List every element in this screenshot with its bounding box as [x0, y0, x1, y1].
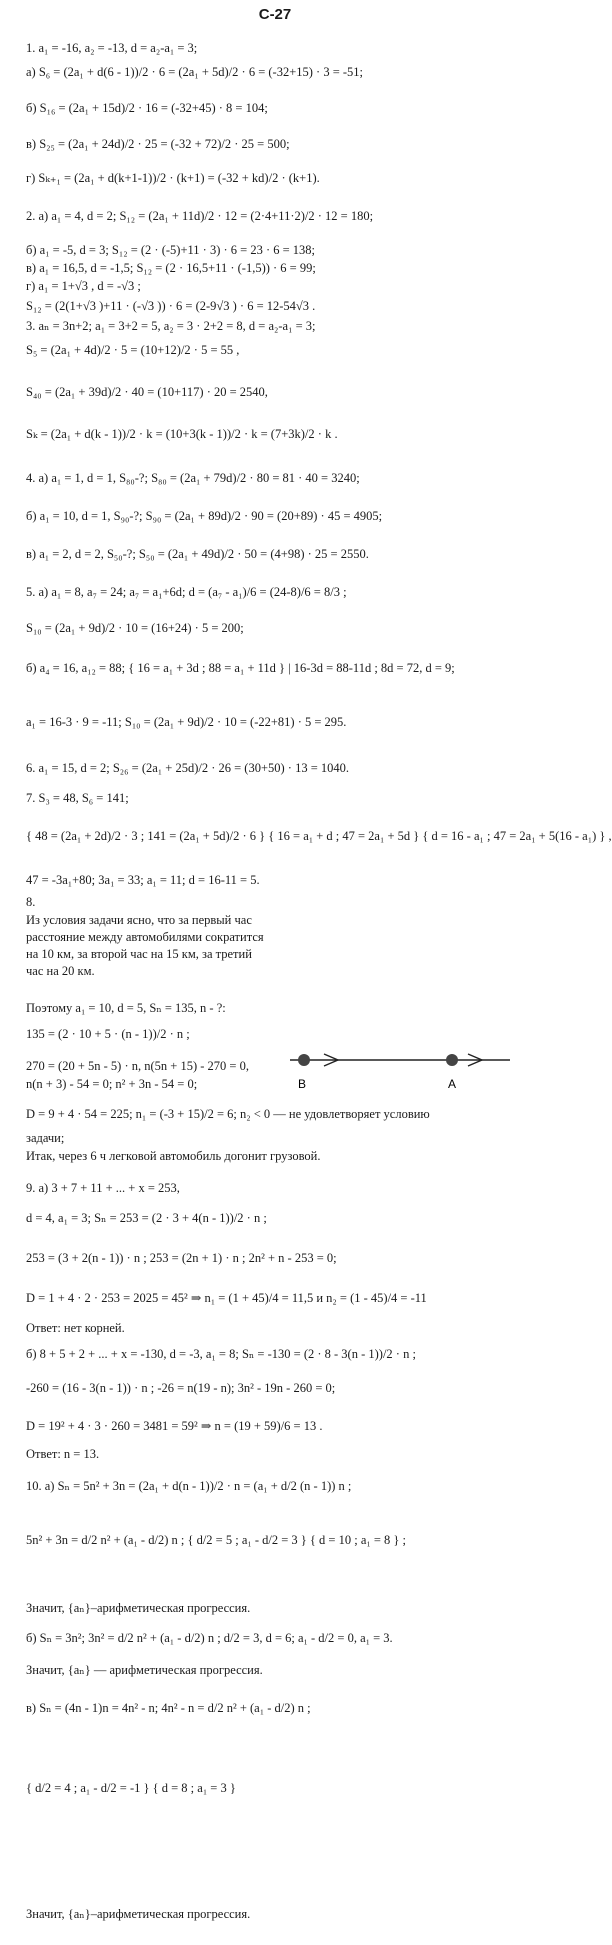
text-line: а) S₆ = (2a₁ + d(6 - 1))/2 · 6 = (2a₁ + 5d)/2 · 6 = (-32+15) · 3 = -51; — [26, 65, 363, 79]
text-line: Итак, через 6 ч легковой автомобиль догонит грузовой. — [26, 1149, 321, 1163]
text-line: Значит, {aₙ}–арифметическая прогрессия. — [26, 1601, 251, 1615]
text-line: d = 4, a₁ = 3; Sₙ = 253 = (2 · 3 + 4(n - 1))/2 · n ; — [26, 1211, 267, 1225]
text-line: 7. S₃ = 48, S₆ = 141; — [26, 791, 129, 805]
text-line: б) a₁ = -5, d = 3; S₁₂ = (2 · (-5)+11 · 3) · 6 = 23 · 6 = 138; — [26, 243, 316, 257]
text-line: { 48 = (2a₁ + 2d)/2 · 3 ; 141 = (2a₁ + 5d)/2 · 6 } { 16 = a₁ + d ; 47 = 2a₁ + 5d } { d = 16 - a₁ ; 47 = 2a₁ + 5(16 - a₁) } , — [26, 829, 612, 843]
text-line: S₅ = (2a₁ + 4d)/2 · 5 = (10+12)/2 · 5 = 55 , — [26, 343, 240, 357]
text-line: n(n + 3) - 54 = 0; n² + 3n - 54 = 0; — [26, 1077, 198, 1091]
text-line: б) Sₙ = 3n²; 3n² = d/2 n² + (a₁ - d/2) n ; d/2 = 3, d = 6; a₁ - d/2 = 0, a₁ = 3. — [26, 1631, 393, 1645]
text-line: б) S₁₆ = (2a₁ + 15d)/2 · 16 = (-32+45) · 8 = 104; — [26, 101, 268, 115]
text-line: Ответ: нет корней. — [26, 1321, 125, 1335]
text-line: 5. а) a₁ = 8, a₇ = 24; a₇ = a₁+6d; d = (a₇ - a₁)/6 = (24-8)/6 = 8/3 ; — [26, 585, 347, 599]
text-line: Ответ: n = 13. — [26, 1447, 100, 1461]
text-line: S₁₂ = (2(1+√3 )+11 · (-√3 )) · 6 = (2-9√3 ) · 6 = 12-54√3 . — [26, 299, 316, 313]
text-line: S₁₀ = (2a₁ + 9d)/2 · 10 = (16+24) · 5 = 200; — [26, 621, 244, 635]
text-line: г) a₁ = 1+√3 , d = -√3 ; — [26, 279, 141, 293]
text-line: г) Sₖ₊₁ = (2a₁ + d(k+1-1))/2 · (k+1) = (-32 + kd)/2 · (k+1). — [26, 171, 320, 185]
text-line: Поэтому a₁ = 10, d = 5, Sₙ = 135, n - ?: — [26, 1001, 226, 1015]
text-paragraph: Из условия задачи ясно, что за первый час расстояние между автомобилями сократится на 10 км, за второй час на 15 км, за третий час на 20 км. — [26, 913, 264, 978]
page-title: С-27 — [258, 6, 292, 23]
text-line: 6. a₁ = 15, d = 2; S₂₆ = (2a₁ + 25d)/2 · 26 = (30+50) · 13 = 1040. — [26, 761, 349, 775]
text-line: 2. а) a₁ = 4, d = 2; S₁₂ = (2a₁ + 11d)/2 · 12 = (2·4+11·2)/2 · 12 = 180; — [26, 209, 374, 223]
text-line: б) a₁ = 10, d = 1, S₉₀-?; S₉₀ = (2a₁ + 89d)/2 · 90 = (20+89) · 45 = 4905; — [26, 509, 383, 523]
text-line: { d/2 = 4 ; a₁ - d/2 = -1 } { d = 8 ; a₁ = 3 } — [26, 1781, 236, 1795]
text-line: 3. aₙ = 3n+2; a₁ = 3+2 = 5, a₂ = 3 · 2+2 = 8, d = a₂-a₁ = 3; — [26, 319, 316, 333]
text-line: задачи; — [26, 1131, 65, 1145]
text-line: D = 9 + 4 · 54 = 225; n₁ = (-3 + 15)/2 = 6; n₂ < 0 — не удовлетворяет условию — [26, 1107, 430, 1121]
text-line: -260 = (16 - 3(n - 1)) · n ; -26 = n(19 - n); 3n² - 19n - 260 = 0; — [26, 1381, 336, 1395]
text-line: 47 = -3a₁+80; 3a₁ = 33; a₁ = 11; d = 16-11 = 5. — [26, 873, 260, 887]
text-line: 10. а) Sₙ = 5n² + 3n = (2a₁ + d(n - 1))/2 · n = (a₁ + d/2 (n - 1)) n ; — [26, 1479, 352, 1493]
text-line: 135 = (2 · 10 + 5 · (n - 1))/2 · n ; — [26, 1027, 190, 1041]
text-line: S₄₀ = (2a₁ + 39d)/2 · 40 = (10+117) · 20 = 2540, — [26, 385, 268, 399]
label-b: B — [298, 1077, 307, 1091]
text-line: 1. a₁ = -16, a₂ = -13, d = a₂-a₁ = 3; — [26, 41, 198, 55]
text-line: D = 1 + 4 · 2 · 253 = 2025 = 45² ⇒ n₁ = (1 + 45)/4 = 11,5 и n₂ = (1 - 45)/4 = -11 — [26, 1291, 427, 1305]
text-line: 5n² + 3n = d/2 n² + (a₁ - d/2) n ; { d/2 = 5 ; a₁ - d/2 = 3 } { d = 10 ; a₁ = 8 } ; — [26, 1533, 406, 1547]
text-line: в) S₂₅ = (2a₁ + 24d)/2 · 25 = (-32 + 72)/2 · 25 = 500; — [26, 137, 290, 151]
text-line: Значит, {aₙ}–арифметическая прогрессия. — [26, 1907, 251, 1921]
text-line: б) 8 + 5 + 2 + ... + x = -130, d = -3, a₁ = 8; Sₙ = -130 = (2 · 8 - 3(n - 1))/2 · n ; — [26, 1347, 416, 1361]
text-line: a₁ = 16-3 · 9 = -11; S₁₀ = (2a₁ + 9d)/2 · 10 = (-22+81) · 5 = 295. — [26, 715, 347, 729]
text-line: 8. — [26, 895, 36, 909]
text-line: 253 = (3 + 2(n - 1)) · n ; 253 = (2n + 1) · n ; 2n² + n - 253 = 0; — [26, 1251, 337, 1265]
text-line: 270 = (20 + 5n - 5) · n, n(5n + 15) - 270 = 0, — [26, 1059, 249, 1073]
label-a: A — [448, 1077, 457, 1091]
text-line: Sₖ = (2a₁ + d(k - 1))/2 · k = (10+3(k - 1))/2 · k = (7+3k)/2 · k . — [26, 427, 338, 441]
text-line: 4. а) a₁ = 1, d = 1, S₈₀-?; S₈₀ = (2a₁ + 79d)/2 · 80 = 81 · 40 = 3240; — [26, 471, 360, 485]
text-line: D = 19² + 4 · 3 · 260 = 3481 = 59² ⇒ n = (19 + 59)/6 = 13 . — [26, 1419, 323, 1433]
text-line: Значит, {aₙ} — арифметическая прогрессия. — [26, 1663, 263, 1677]
text-line: 9. а) 3 + 7 + 11 + ... + x = 253, — [26, 1181, 180, 1195]
text-line: б) a₄ = 16, a₁₂ = 88; { 16 = a₁ + 3d ; 88 = a₁ + 11d } | 16-3d = 88-11d ; 8d = 72, d = 9; — [26, 661, 455, 675]
text-line: в) Sₙ = (4n - 1)n = 4n² - n; 4n² - n = d/2 n² + (a₁ - d/2) n ; — [26, 1701, 311, 1715]
text-line: в) a₁ = 2, d = 2, S₅₀-?; S₅₀ = (2a₁ + 49d)/2 · 50 = (4+98) · 25 = 2550. — [26, 547, 369, 561]
text-line: в) a₁ = 16,5, d = -1,5; S₁₂ = (2 · 16,5+11 · (-1,5)) · 6 = 99; — [26, 261, 316, 275]
